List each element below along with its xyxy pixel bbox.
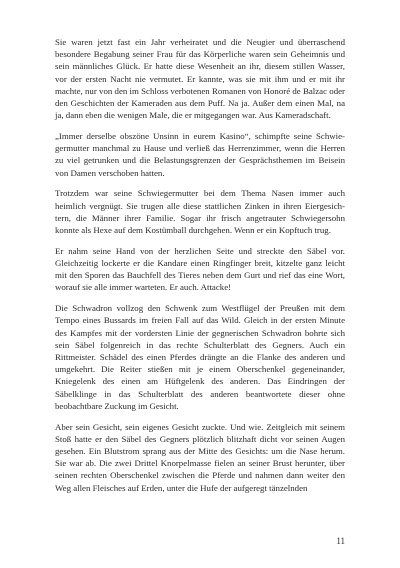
paragraph-4: Er nahm seine Hand von der herzlichen Seite und streckte den Säbel vor. Gleichzeitig lockerte er die Kandare einen Ringfinger breit, kitzelte ganz leicht mit den Sporen das Bauchfell des Tieres neben dem Gurt und rief das eine Wort, worauf sie alle immer warteten. Er auch. Attacke! [55, 245, 345, 293]
body-text [55, 36, 345, 494]
paragraph-3: Trotzdem war seine Schwiegermutter bei dem Thema Nasen immer auch heimlich vergnügt. Sie trugen alle diese stattlichen Zinken in ihren Eiergesichtern, die Männer ihrer Familie. Sogar ihr frisch angetrauter Schwiegersohn konnte als Hexe auf dem Kostümball durchgehen. Wenn er ein Kopftuch trug. [55, 188, 345, 236]
paragraph-6: Aber sein Gesicht, sein eigenes Gesicht zuckte. Und wie. Zeitgleich mit seinem Stoß hatte er den Säbel des Gegners plötzlich blitzhaft dicht vor seinen Augen gesehen. Ein Blutstrom sprang aus der Mitte des Gesichts: um die Nase herum. Sie war ab. Die zwei Drittel Knorpelmasse fielen an seiner Brust herunter, über seinen rechten Oberschenkel zwischen die Pferde und nahmen dann weiter den Weg allen Fleisches auf Erden, unter die Hufe der aufgeregt tänzelnden [55, 421, 345, 493]
paragraph-5: Die Schwadron vollzog den Schwenk zum Westflügel der Preußen mit dem Tempo eines Bussards im freien Fall auf das Wild. Gleich in der ersten Minute des Kampfes mit der vordersten Linie der gegnerischen Schwadron bohrte sich sein Säbel folgenreich in das rechte Schulterblatt des Gegners. Auch ein Rittmeister. Schädel des einen Pferdes drängte an die Flanke des anderen und umgekehrt. Die Reiter stießen mit je einem Oberschenkel gegeneinander, Kniegelenk des einen am Hüftgelenk des anderen. Das Eindringen der Säbelklinge in das Schulterblatt des anderen beantwortete dieser ohne beobachtbare Zuckung im Gesicht. [55, 303, 345, 411]
paragraph-1: Sie waren jetzt fast ein Jahr verheiratet und die Neugier und überraschend besondere Begabung seiner Frau für das Körperliche waren sein Geheimnis und sein männliches Glück. Er hatte diese Wesenheit an ihr, diesem stillen Wasser, vor der ersten Nacht nie vermutet. Er kannte, was sie mit ihm und er mit ihr machte, nur von den im Schloss verbotenen Romanen von Honoré de Balzac oder den Geschichten der Kameraden aus dem Puff. Na ja. Außer dem einen Mal, na ja, dann eben die wenigen Male, die er mitgegangen war. Aus Kameradschaft. [55, 37, 345, 121]
page-number: 11 [336, 536, 345, 546]
paragraph-2: „Immer derselbe obszöne Unsinn in eurem Kasino“, schimpfte seine Schwiegermutter manchmal zu Hause und verließ das Herrenzimmer, wenn die Herren zu viel getrunken und die Belastungsgrenzen der Gesprächsthemen im Beisein von Damen verschoben hatten. [55, 131, 345, 178]
